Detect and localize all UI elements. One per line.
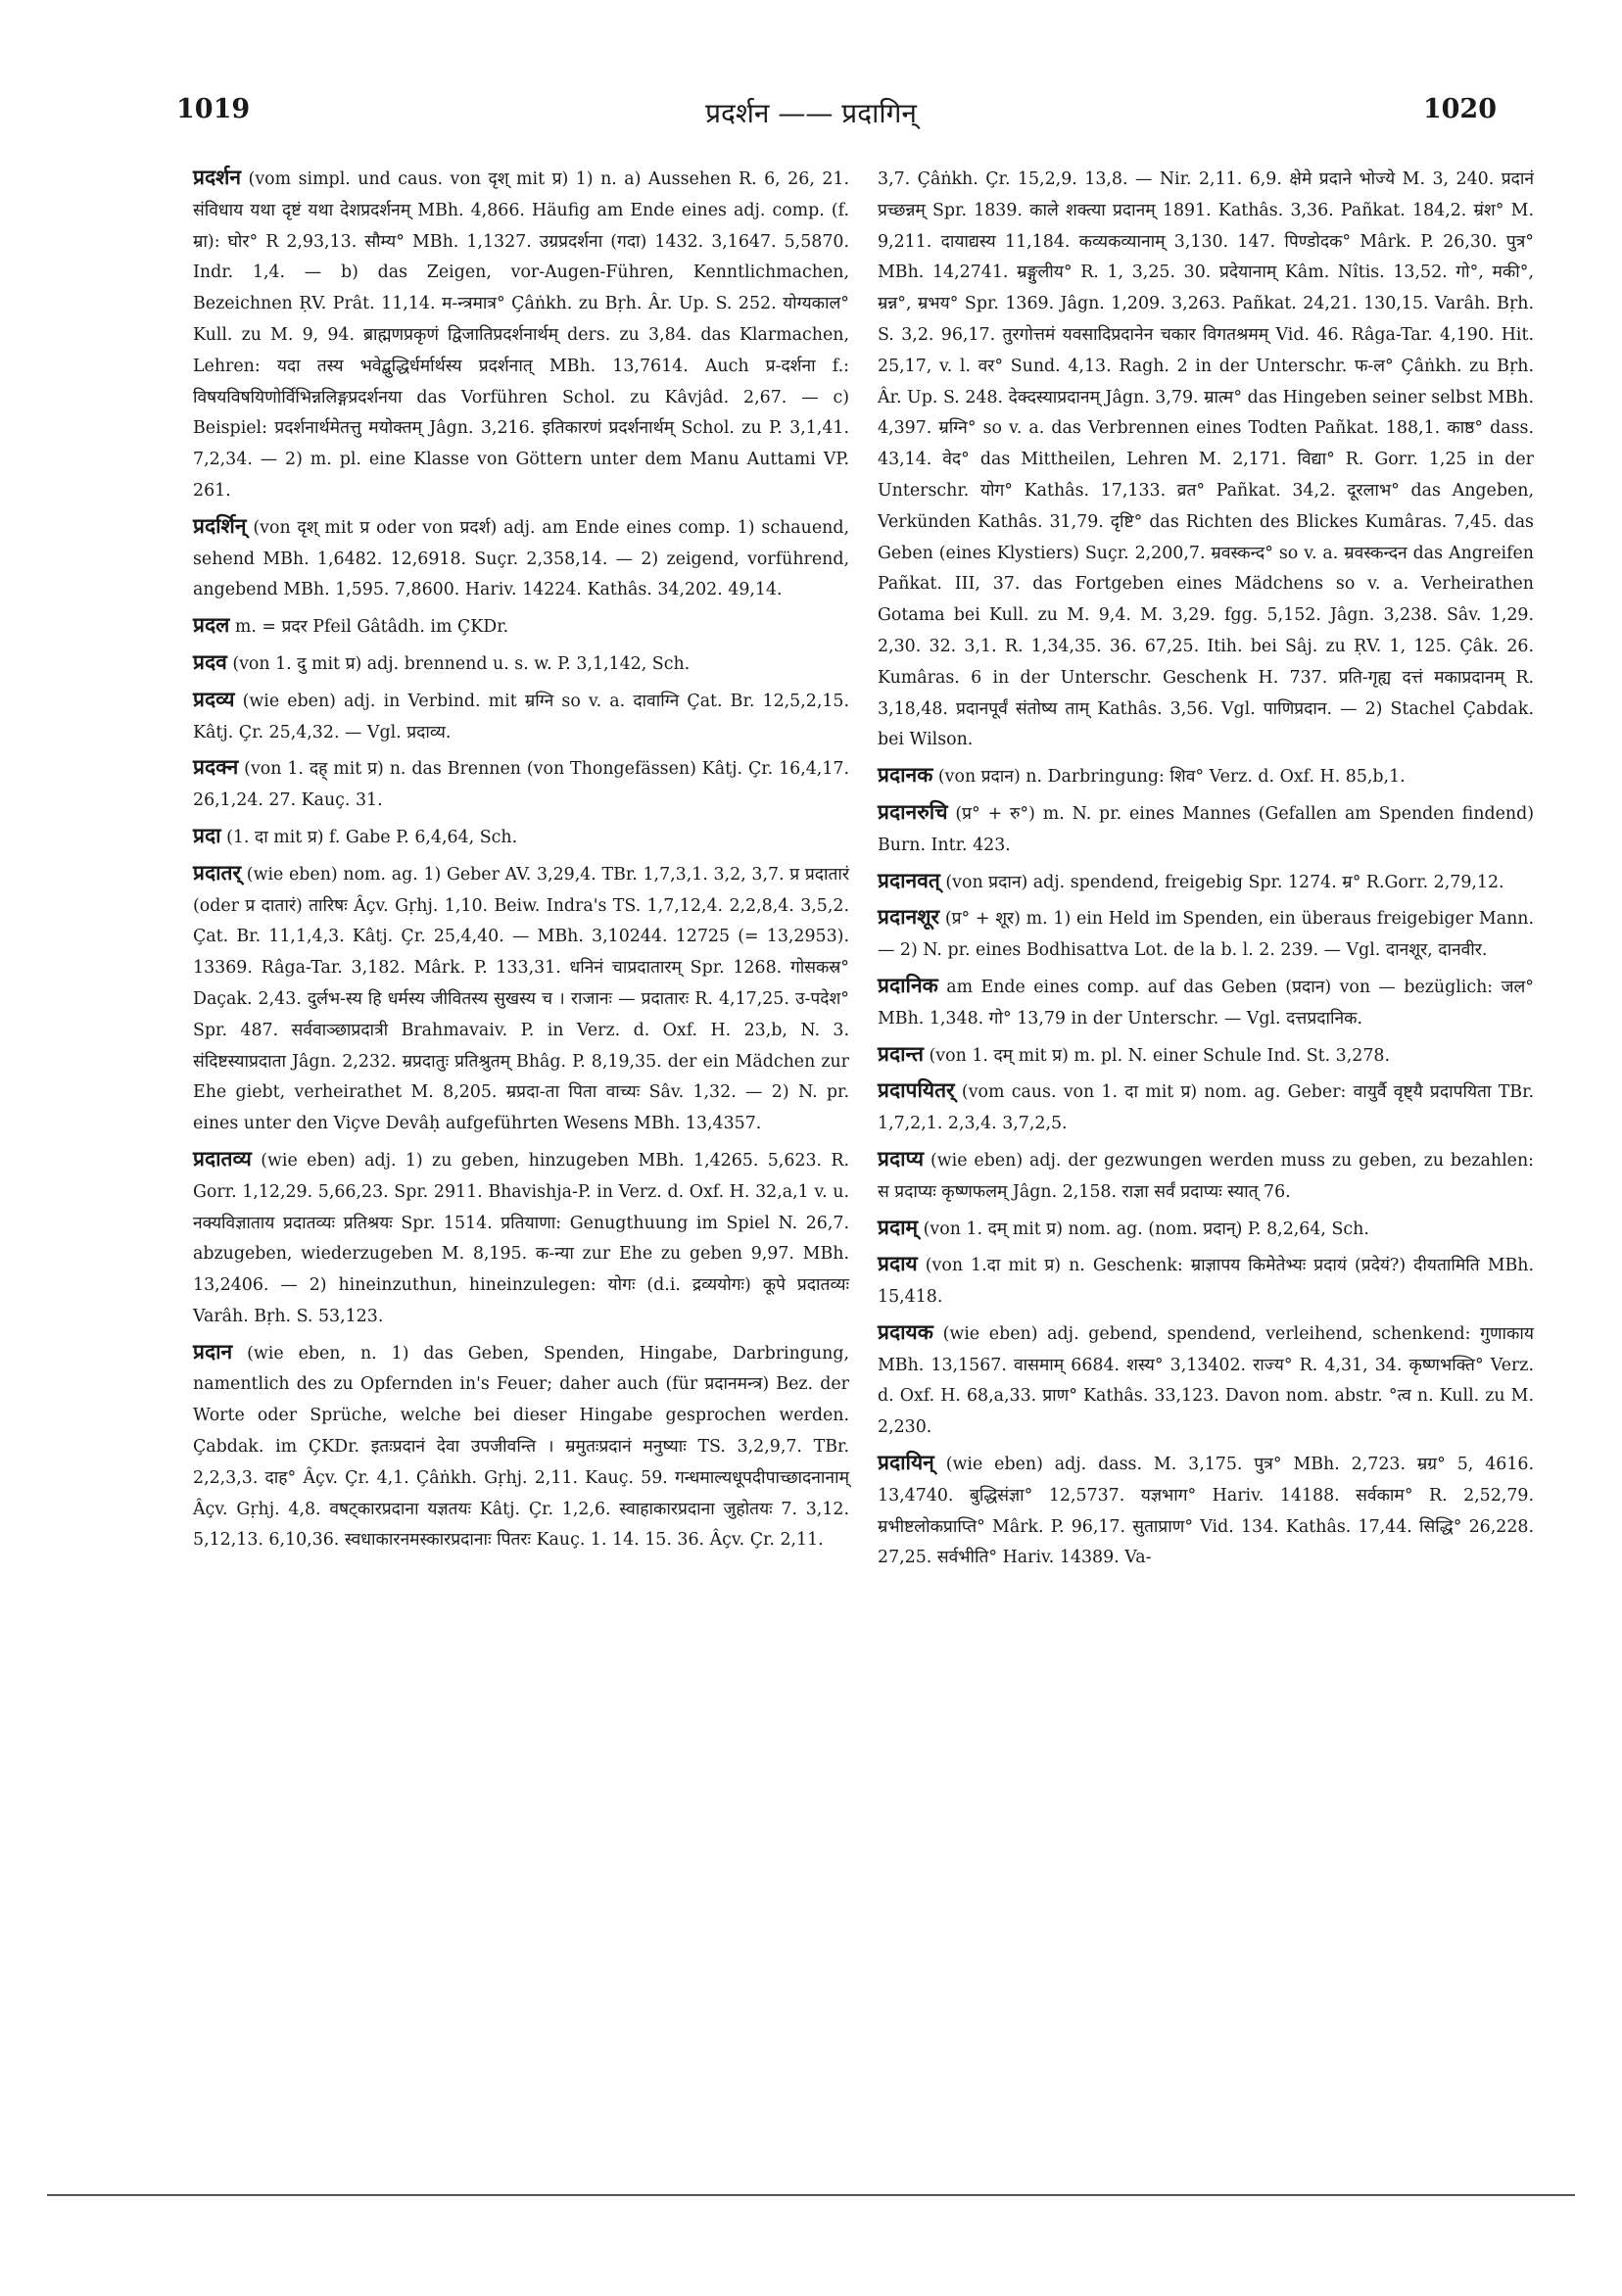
entry-text: (प्र° + रु°) m. N. pr. eines Mannes (Gefallen am Spenden findend) Burn. Intr. 423. [878, 803, 1534, 855]
entry-text: (wie eben) adj. dass. M. 3,175. पुत्र° MBh. 2,723. म्रग्र° 5, 4616. 13,4740. बुद्धिसंज्ञा° 12,5737. यज्ञभाग° Hariv. 14188. सर्वकाम° R. 2,52,79. म्रभीष्टलोकप्राप्ति° Mârk. P. 96,17. सुताप्राण° Vid. 134. Kathâs. 17,44. सिद्धि° 26,228. 27,25. सर्वभीति° Hariv. 14389. Va- [878, 1455, 1534, 1568]
entry [878, 1075, 1534, 1140]
entry-headword: प्रदाय [878, 1251, 918, 1276]
entry [193, 1143, 849, 1333]
left-page-number: 1019 [176, 94, 251, 124]
entry-text: (von प्रदान) adj. spendend, freigebig Spr. 1274. म्र° R.Gorr. 2,79,12. [945, 872, 1504, 892]
entry [878, 970, 1534, 1035]
entry-text: 3,7. Çâṅkh. Çr. 15,2,9. 13,8. — Nir. 2,11. 6,9. क्षेमे प्रदाने भोज्ये M. 3, 240. प्रदानं प्रच्छन्नम् Spr. 1839. काले शक्त्या प्रदानम् 1891. Kathâs. 3,36. Pañkat. 184,2. म्रंश° M. 9,211. दायाद्यस्य 11,184. कव्यकव्यानाम् 3,130. 147. पिण्डोदक° Mârk. P. 26,30. पुत्र° MBh. 14,2741. म्रङ्गुलीय° R. 1, 3,25. 30. प्रदेयानाम् Kâm. Nîtis. 13,52. गो°, मकी°, म्रन्न°, म्रभय° Spr. 1369. Jâgn. 1,209. 3,263. Pañkat. 24,21. 130,15. Varâh. Bṛh. S. 3,2. 96,17. तुरगोत्तमं यवसादिप्रदानेन चकार विगतश्रमम् Vid. 46. Râga-Tar. 4,190. Hit. 25,17, v. l. वर° Sund. 4,13. Ragh. 2 in der Unterschr. फ-ल° Çâṅkh. zu Bṛh. Âr. Up. S. 248. देक्दस्याप्रदानम् Jâgn. 3,79. म्रात्म° das Hingeben seiner selbst MBh. 4,397. म्रग्नि° so v. a. das Verbrennen eines Todten Pañkat. 188,1. काष्ठ° dass. 43,14. वेद° das Mittheilen, Lehren M. 2,171. विद्या° R. Gorr. 1,25 in der Unterschr. योग° Kathâs. 17,133. व्रत° Pañkat. 34,2. दूरलाभ° das Angeben, Verkünden Kathâs. 31,79. दृष्टि° das Richten des Blickes Kumâras. 7,45. das Geben (eines Klystiers) Suçr. 2,200,7. म्रवस्कन्द° so v. a. म्रवस्कन्दन das Angreifen Pañkat. III, 37. das Fortgeben eines Mädchens so v. a. Verheirathen Gotama bei Kull. zu M. 9,4. M. 3,29. fgg. 5,152. Jâgn. 3,238. Sâv. 1,29. 2,30. 32. 3,1. R. 1,34,35. 36. 67,25. Itih. bei Sâj. zu ṚV. 1, 125. Çâk. 26. Kumâras. 6 in der Unterschr. Geschenk H. 737. प्रति-गृह्य दत्तं मकाप्रदानम् R. 3,18,48. प्रदानपूर्वं संतोष्य ताम् Kathâs. 3,56. Vgl. पाणिप्रदान. — 2) Stachel Çabdak. bei Wilson. [878, 169, 1534, 750]
entry-text: (von प्रदान) n. Darbringung: शिव° Verz. d. Oxf. H. 85,b,1. [937, 767, 1406, 788]
entry-text: (wie eben) adj. 1) zu geben, hinzugeben MBh. 1,4265. 5,623. R. Gorr. 1,12,29. 5,66,23. Spr. 2911. Bhavishja-P. in Verz. d. Oxf. H. 32,a,1 v. u. नक्यविज्ञाताय प्रदातव्यः प्रतिश्रयः Spr. 1514. प्रतियाणा: Genugthuung im Spiel N. 26,7. abzugeben, wiederzugeben M. 8,195. क-न्या zur Ehe zu geben 9,97. MBh. 13,2406. — 2) hineinzuthun, hineinzulegen: योगः (d.i. द्रव्ययोगः) कूपे प्रदातव्यः Varâh. Bṛh. S. 53,123. [193, 1150, 850, 1326]
entry-headword: प्रदव [193, 648, 227, 674]
page-header [0, 94, 1622, 133]
left-column [193, 162, 849, 1559]
entry-text: (wie eben) adj. der gezwungen werden muss zu geben, zu bezahlen: स प्रदाप्यः कृष्णफलम् Jâgn. 2,158. राज्ञा सर्वं प्रदाप्यः स्यात् 76. [878, 1150, 1535, 1202]
entry-headword: प्रदर्शन [193, 165, 242, 189]
entry-text: (vom simpl. und caus. von दृश् mit प्र) 1) n. a) Aussehen R. 6, 26, 21. संविधाय यथा दृष्टं यथा देशप्रदर्शनम् MBh. 4,866. Häufig am Ende eines adj. comp. (f. म्रा): घोर° R 2,93,13. सौम्य° MBh. 1,1327. उग्रप्रदर्शना (गदा) 1432. 3,1647. 5,5870. Indr. 1,4. — b) das Zeigen, vor-Augen-Führen, Kenntlichmachen, Bezeichnen ṚV. Prât. 11,14. म-न्त्रमात्र° Çâṅkh. zu Bṛh. Âr. Up. S. 252. योग्यकाल° Kull. zu M. 9, 94. ब्राह्मणप्रकृणं द्विजातिप्रदर्शनार्थम् ders. zu 3,84. das Klarmachen, Lehren: यदा तस्य भवेद्बुद्धिर्धर्मार्थस्य प्रदर्शनात् MBh. 13,7614. Auch प्र-दर्शना f.: विषयविषयिणोर्विभिन्नलिङ्गप्रदर्शनया das Vorführen Schol. zu Kâvjâd. 2,67. — c) Beispiel: प्रदर्शनार्थमेतत्तु मयोक्तम् Jâgn. 3,216. इतिकारणं प्रदर्शनार्थम् Schol. zu P. 3,1,41. 7,2,34. — 2) m. pl. eine Klasse von Göttern unter dem Manu Auttami VP. 261. [193, 169, 849, 501]
entry-headword: प्रदव्य [193, 686, 235, 711]
entry-headword: प्रदायक [878, 1318, 933, 1344]
entry-headword: प्रदान्त [878, 1040, 924, 1066]
entry-headword: प्रदानरुचि [878, 798, 948, 824]
right-column [878, 162, 1534, 1577]
entry [878, 1143, 1534, 1209]
entry-headword: प्रदाम् [878, 1214, 919, 1239]
entry-headword: प्रदानशूर [878, 904, 940, 930]
entry [193, 684, 849, 749]
entry-text: (wie eben) adj. gebend, spendend, verleihend, schenkend: गुणाकाय MBh. 13,1567. वासमाम् 6684. शस्य° 3,13402. राज्य° R. 4,31, 34. कृष्णभक्ति° Verz. d. Oxf. H. 68,a,33. प्राण° Kathâs. 33,123. Davon nom. abstr. °त्व n. Kull. zu M. 2,230. [878, 1323, 1535, 1438]
entry-headword: प्रदातव्य [193, 1145, 252, 1171]
entry [193, 646, 849, 681]
footer-rule [47, 2194, 1575, 2196]
entry [878, 759, 1534, 793]
entry-text: (wie eben) nom. ag. 1) Geber AV. 3,29,4. TBr. 1,7,3,1. 3,2, 3,7. प्र प्रदातारं (oder प्र दातारं) तारिषः Âçv. Gṛhj. 1,10. Beiw. Indra's TS. 1,7,12,4. 2,2,8,4. 3,5,2. Çat. Br. 11,1,4,3. Kâtj. Çr. 25,4,40. — MBh. 3,10244. 12725 (= 13,2953). 13369. Râga-Tar. 3,182. Mârk. P. 133,31. धनिनं चाप्रदातारम् Spr. 1268. गोसकस्र° Daçak. 2,43. दुर्लभ-स्य हि धर्मस्य जीवितस्य सुखस्य च । राजानः — प्रदातारः R. 4,17,25. उ-पदेश° Spr. 487. सर्ववाञ्छाप्रदात्री Brahmavaiv. P. in Verz. d. Oxf. H. 23,b, N. 3. संदिष्टस्याप्रदाता Jâgn. 2,232. म्रप्रदातुः प्रतिश्रुतम् Bhâg. P. 8,19,35. der ein Mädchen zur Ehe giebt, verheirathet M. 8,205. म्रप्रदा-ता पिता वाच्यः Sâv. 1,32. — 2) N. pr. eines unter den Viçve Devâḥ aufgeführten Wesens MBh. 13,4357. [193, 864, 850, 1134]
entry [878, 1248, 1534, 1314]
entry [193, 1336, 849, 1557]
entry-text: (von 1. दम् mit प्र) nom. ag. (nom. प्रदान्) P. 8,2,64, Sch. [923, 1219, 1369, 1239]
entry-headword: प्रदान [193, 1338, 233, 1363]
entry [193, 751, 849, 817]
entry-text: (von 1.दा mit प्र) n. Geschenk: म्राज्ञापय किमेतेभ्यः प्रदायं (प्रदेयं?) दीयतामिति MBh. 15,418. [878, 1256, 1535, 1308]
entry-text: m. = प्रदर Pfeil Gâtâdh. im ÇKDr. [234, 617, 509, 638]
entry-headword: प्रदायिन् [878, 1450, 934, 1475]
entry [193, 162, 849, 507]
entry-text: (von 1. दु mit प्र) adj. brennend u. s. w. P. 3,1,142, Sch. [232, 653, 691, 674]
entry [193, 857, 849, 1140]
entry-text: (wie eben) adj. in Verbind. mit म्रग्नि so v. a. दावाग्नि Çat. Br. 12,5,2,15. Kâtj. Çr. 25,4,32. — Vgl. प्रदाव्य. [193, 691, 850, 742]
running-head: प्रदर्शन —— प्रदागिन् [705, 97, 917, 129]
entry [193, 609, 849, 644]
entry-headword: प्रदानक [878, 762, 933, 788]
entry-text: (प्र° + शूर) m. 1) ein Held im Spenden, ein überaus freigebiger Mann. — 2) N. pr. eines Bodhisattva Lot. de la b. l. 2. 239. — Vgl. दानशूर, दानवीर. [878, 909, 1535, 961]
entry [878, 901, 1534, 967]
entry-headword: प्रदापयितर् [878, 1077, 955, 1103]
entry-headword: प्रदातर् [193, 859, 242, 885]
entry [878, 1316, 1534, 1444]
entry-headword: प्रदा [193, 822, 221, 847]
entry-headword: प्रदाप्य [878, 1145, 925, 1171]
entry-text: (vom caus. von 1. दा mit प्र) nom. ag. Geber: वायुर्वै वृष्ट्यै प्रदापयिता TBr. 1,7,2,1. 2,3,4. 3,7,2,5. [878, 1082, 1534, 1134]
entry-text: am Ende eines comp. auf das Geben (प्रदान) von — bezüglich: जल° MBh. 1,348. गो° 13,79 in der Unterschr. — Vgl. दत्तप्रदानिक. [878, 977, 1534, 1028]
entry-text: (1. दा mit प्र) f. Gabe P. 6,4,64, Sch. [226, 827, 518, 847]
entry [878, 1447, 1534, 1574]
entry-headword: प्रदर्शिन् [193, 512, 247, 538]
entry [193, 510, 849, 606]
entry [878, 796, 1534, 862]
entry-text: (wie eben, n. 1) das Geben, Spenden, Hingabe, Darbringung, namentlich des zu Opfernden in's Feuer; daher auch (für प्रदानमन्त्र) Bez. der Worte oder Sprüche, welche bei dieser Hingabe gesprochen werden. Çabdak. im ÇKDr. इतःप्रदानं देवा उपजीवन्ति । म्रमुतःप्रदानं मनुष्याः TS. 3,2,9,7. TBr. 2,2,3,3. दाह° Âçv. Çr. 4,1. Çâṅkh. Gṛhj. 2,11. Kauç. 59. गन्धमाल्यधूपदीपाच्छादनानाम् Âçv. Gṛhj. 4,8. वषट्कारप्रदाना यज्ञतयः Kâtj. Çr. 1,2,6. स्वाहाकारप्रदाना जुहोतयः 7. 3,12. 5,12,13. 6,10,36. स्वधाकारनमस्कारप्रदानाः पितरः Kauç. 1. 14. 15. 36. Âçv. Çr. 2,11. [193, 1343, 849, 1551]
entry-continuation [878, 162, 1534, 756]
entry-headword: प्रदानवत् [878, 867, 940, 892]
entry [878, 1038, 1534, 1073]
entry [193, 820, 849, 854]
entry-headword: प्रदल [193, 612, 230, 638]
entry [878, 1212, 1534, 1246]
entry-text: (von 1. दह् mit प्र) n. das Brennen (von Thongefässen) Kâtj. Çr. 16,4,17. 26,1,24. 27. Kauç. 31. [193, 759, 849, 811]
entry-text: (von 1. दम् mit प्र) m. pl. N. einer Schule Ind. St. 3,278. [929, 1045, 1390, 1066]
entry-headword: प्रदक्न [193, 754, 239, 780]
entry-text: (von दृश् mit प्र oder von प्रदर्श) adj. am Ende eines comp. 1) schauend, sehend MBh. 1,6482. 12,6918. Suçr. 2,358,14. — 2) zeigend, vorführend, angebend MBh. 1,595. 7,8600. Hariv. 14224. Kathâs. 34,202. 49,14. [193, 517, 850, 600]
entry-headword: प्रदानिक [878, 972, 938, 997]
right-page-number: 1020 [1422, 94, 1497, 124]
entry [878, 865, 1534, 899]
